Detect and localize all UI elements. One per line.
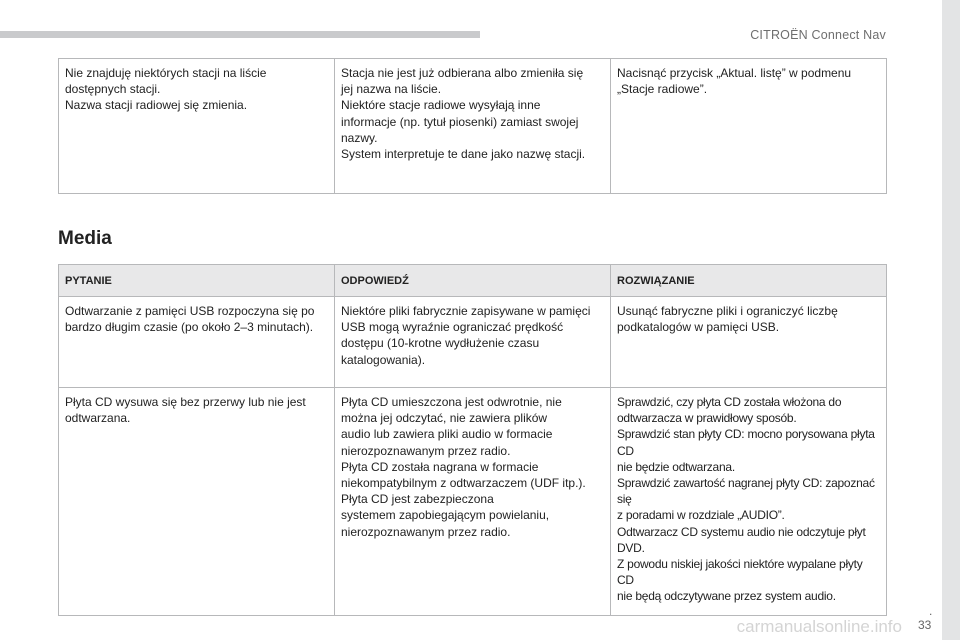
solution-cell: Nacisnąć przycisk „Aktual. listę” w podmenu „Stacje radiowe”. <box>611 59 887 194</box>
question-cell: Odtwarzanie z pamięci USB rozpoczyna się po bardzo długim czasie (po około 2–3 minutach). <box>59 297 335 388</box>
solution-cell: Sprawdzić, czy płyta CD została włożona do odtwarzacza w prawidłowy sposób. Sprawdzić stan płyty CD: mocno porysowana płyta CD nie będzie odtwarzana. Sprawdzić zawartość nagranej płyty CD: zapoznać się z poradami w rozdziale „AUDIO”. Odtwarzacz CD systemu audio nie odczytuje płyt DVD. Z powodu niskiej jakości niektóre wypalane płyty CD nie będą odczytywane przez system audio. <box>611 388 887 616</box>
brand-title: CITROËN Connect Nav <box>750 28 886 42</box>
answer-cell: Niektóre pliki fabrycznie zapisywane w pamięci USB mogą wyraźnie ograniczać prędkość dostępu (10-krotne wydłużenie czasu katalogowania). <box>335 297 611 388</box>
table-row <box>59 388 887 616</box>
question-cell: Płyta CD wysuwa się bez przerwy lub nie jest odtwarzana. <box>59 388 335 616</box>
side-tab <box>942 0 960 640</box>
media-faq-table <box>58 264 887 616</box>
radio-faq-table <box>58 58 887 194</box>
question-cell: Nie znajduję niektórych stacji na liście dostępnych stacji. Nazwa stacji radiowej się zmienia. <box>59 59 335 194</box>
answer-cell: Płyta CD umieszczona jest odwrotnie, nie można jej odczytać, nie zawiera plików audio lub zawiera pliki audio w formacie nierozpoznawanym przez radio. Płyta CD została nagrana w formacie niekompatybilnym z odtwarzaczem (UDF itp.). Płyta CD jest zabezpieczona systemem zapobiegającym powielaniu, nierozpoznawanym przez radio. <box>335 388 611 616</box>
header-answer: ODPOWIEDŹ <box>335 265 611 297</box>
page-number: 33 <box>918 618 932 632</box>
watermark: carmanualsonline.info <box>736 617 902 636</box>
page-marker: . <box>929 604 933 618</box>
section-title: Media <box>58 228 112 249</box>
header-solution: ROZWIĄZANIE <box>611 265 887 297</box>
solution-cell: Usunąć fabryczne pliki i ograniczyć liczbę podkatalogów w pamięci USB. <box>611 297 887 388</box>
header-question: PYTANIE <box>59 265 335 297</box>
header-bar <box>0 31 480 38</box>
table-header-row <box>59 265 887 297</box>
table-row <box>59 59 887 194</box>
table-row <box>59 297 887 388</box>
answer-cell: Stacja nie jest już odbierana albo zmieniła się jej nazwa na liście. Niektóre stacje radiowe wysyłają inne informacje (np. tytuł piosenki) zamiast swojej nazwy. System interpretuje te dane jako nazwę stacji. <box>335 59 611 194</box>
